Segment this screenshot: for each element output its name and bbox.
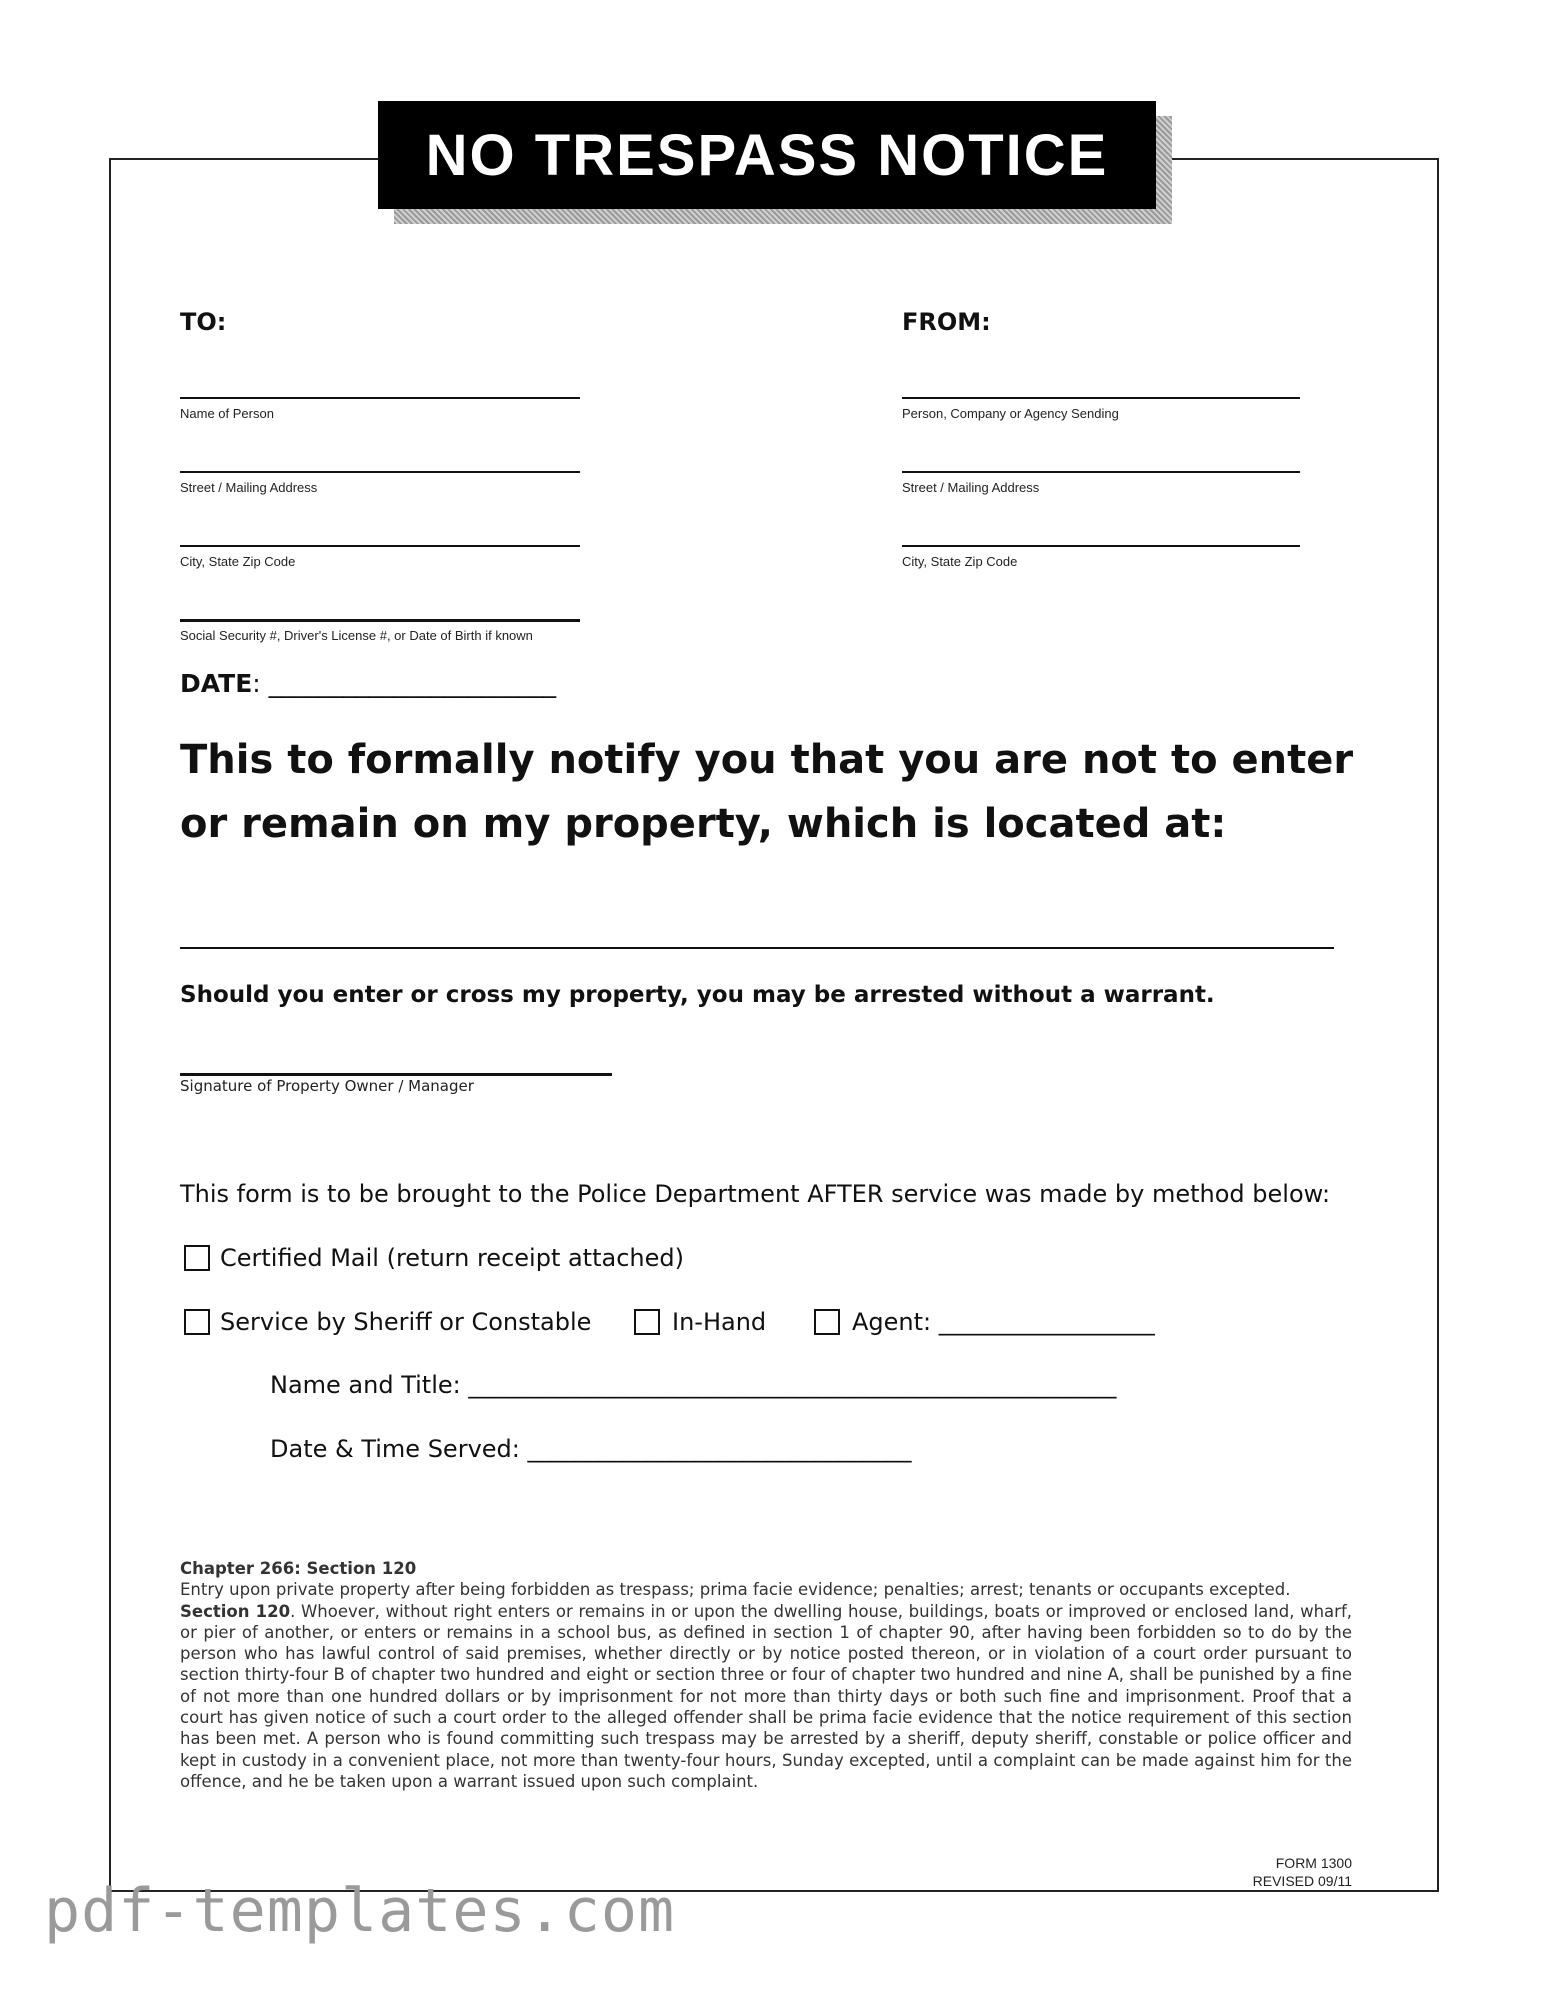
property-address-line[interactable] xyxy=(180,947,1334,949)
from-city-caption: City, State Zip Code xyxy=(902,554,1018,569)
agent-checkbox[interactable] xyxy=(814,1309,840,1335)
signature-caption: Signature of Property Owner / Manager xyxy=(180,1077,474,1095)
in-hand-label: In-Hand xyxy=(672,1308,767,1336)
to-city-line[interactable] xyxy=(180,545,580,547)
to-name-caption: Name of Person xyxy=(180,406,274,421)
form-number-block xyxy=(1253,1854,1352,1890)
from-sender-line[interactable] xyxy=(902,397,1300,399)
to-heading: TO: xyxy=(180,308,227,336)
to-name-line[interactable] xyxy=(180,397,580,399)
date-label: DATE xyxy=(180,669,253,698)
to-id-line[interactable] xyxy=(180,619,580,622)
watermark: pdf-templates.com xyxy=(44,1876,676,1946)
to-id-caption: Social Security #, Driver's License #, or Date of Birth if known xyxy=(180,628,533,643)
statute-text xyxy=(180,1558,1352,1792)
date-time-served-field[interactable]: Date & Time Served: ________________________________ xyxy=(270,1435,912,1463)
certified-mail-label: Certified Mail (return receipt attached) xyxy=(220,1244,684,1272)
revision-date: REVISED 09/11 xyxy=(1252,1873,1352,1889)
name-title-field[interactable]: Name and Title: ______________________________________________________ xyxy=(270,1371,1117,1399)
signature-line[interactable] xyxy=(180,1073,612,1076)
statute-section-body: . Whoever, without right enters or remains in or upon the dwelling house, buildings, boats or improved or enclosed land, wharf, or pier of another, or enters or remains in a school bus, as defined in section 1 of chapter 90, after having been forbidden so to do by the person who has lawful control of said premises, whether directly or by notice posted thereon, or in violation of a court order pursuant to section thirty-four B of chapter two hundred and eight or section three or four of chapter two hundred and nine A, shall be punished by a fine of not more than one hundred dollars or by imprisonment for not more than thirty days or both such fine and imprisonment. Proof that a court has given notice of such a court order to the alleged offender shall be prima facie evidence that the notice requirement of this section has been met. A person who is found committing such trespass may be arrested by a sheriff, deputy sheriff, constable or police officer and kept in custody in a convenient place, not more than twenty-four hours, Sunday excepted, until a complaint can be made against him for the offence, and he be taken upon a warrant issued upon such complaint. xyxy=(180,1601,1352,1791)
certified-mail-checkbox[interactable] xyxy=(184,1245,210,1271)
statute-section xyxy=(180,1601,1352,1793)
statute-heading: Chapter 266: Section 120 xyxy=(180,1559,417,1578)
to-street-line[interactable] xyxy=(180,471,580,473)
from-street-line[interactable] xyxy=(902,471,1300,473)
arrest-warning: Should you enter or cross my property, you may be arrested without a warrant. xyxy=(180,982,1215,1008)
to-street-caption: Street / Mailing Address xyxy=(180,480,318,495)
agent-field[interactable]: Agent: __________________ xyxy=(852,1308,1155,1336)
date-field[interactable] xyxy=(180,669,556,698)
form-title: NO TRESPASS NOTICE xyxy=(378,101,1156,209)
sheriff-label: Service by Sheriff or Constable xyxy=(220,1308,592,1336)
from-sender-caption: Person, Company or Agency Sending xyxy=(902,406,1119,421)
from-city-line[interactable] xyxy=(902,545,1300,547)
date-blank: : _______________________ xyxy=(252,669,557,698)
service-instructions: This form is to be brought to the Police Department AFTER service was made by method below: xyxy=(180,1180,1331,1208)
notice-statement: This to formally notify you that you are not to enter or remain on my property, which is located at: xyxy=(180,737,1354,847)
statute-summary: Entry upon private property after being forbidden as trespass; prima facie evidence; penalties; arrest; tenants or occupants excepted. xyxy=(180,1580,1291,1600)
to-city-caption: City, State Zip Code xyxy=(180,554,296,569)
statute-section-label: Section 120 xyxy=(180,1601,291,1621)
from-heading: FROM: xyxy=(902,308,991,336)
form-number: FORM 1300 xyxy=(1275,1855,1352,1871)
in-hand-checkbox[interactable] xyxy=(634,1309,660,1335)
sheriff-checkbox[interactable] xyxy=(184,1309,210,1335)
from-street-caption: Street / Mailing Address xyxy=(902,480,1040,495)
